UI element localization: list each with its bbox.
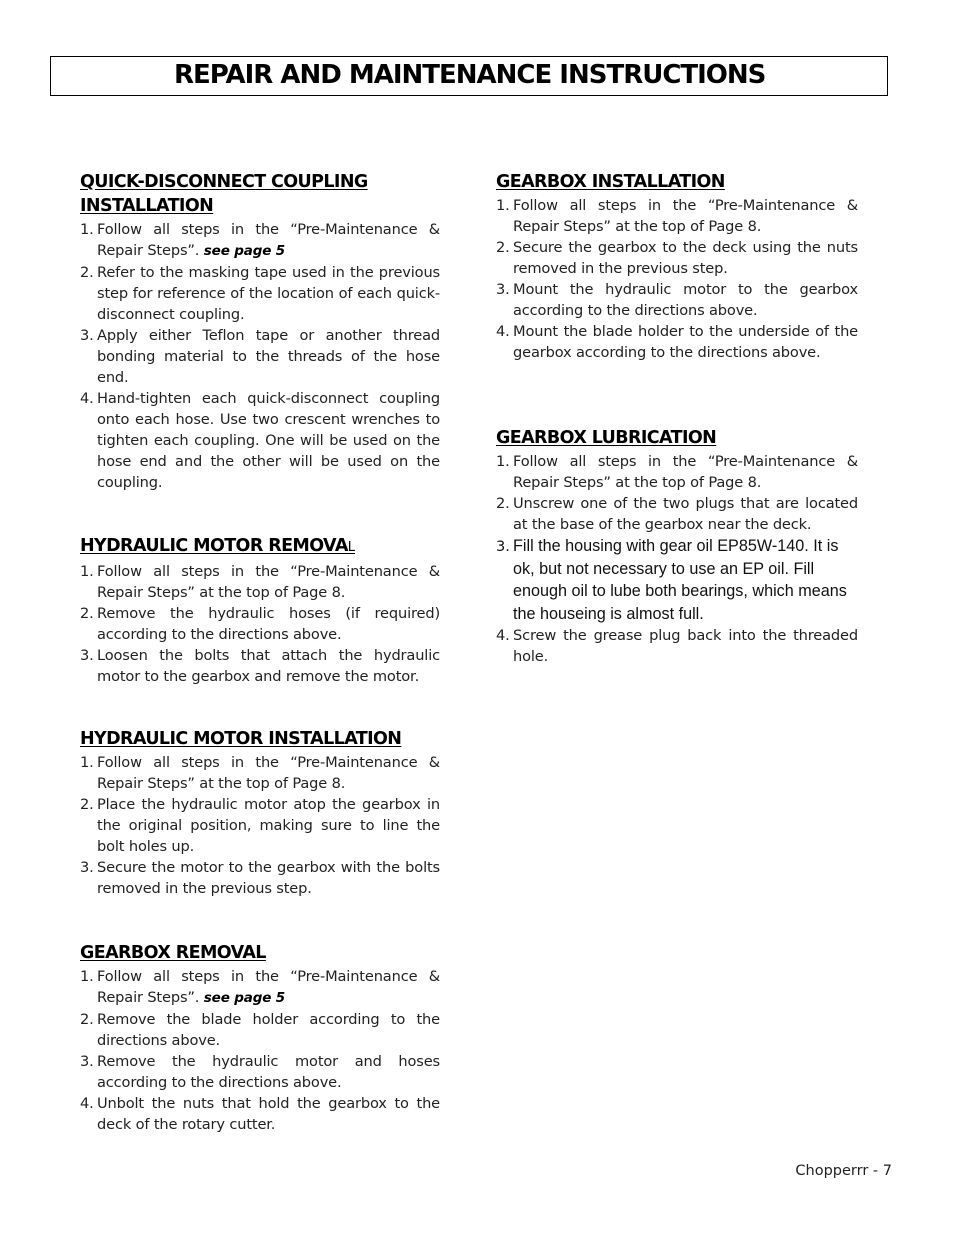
step-text: Follow all steps in the “Pre-Maintenance & Repair Steps” at the top of Page 8. — [97, 754, 440, 792]
page-footer: Chopperrr - 7 — [795, 1163, 892, 1179]
step-number: 4. — [496, 627, 510, 644]
section-heading — [80, 170, 440, 218]
step-text: Loosen the bolts that attach the hydraulic motor to the gearbox and remove the motor. — [97, 647, 440, 685]
step-number: 3. — [80, 1053, 94, 1070]
section-gearbox-lubrication — [496, 426, 858, 667]
steps-list — [80, 561, 440, 687]
step-number: 4. — [496, 323, 510, 340]
title-box — [50, 56, 888, 96]
list-item — [80, 794, 440, 857]
list-item — [496, 195, 858, 237]
step-text: Remove the hydraulic motor and hoses according to the directions above. — [97, 1053, 440, 1091]
section-gearbox-removal — [80, 941, 440, 1135]
step-number: 1. — [80, 968, 94, 985]
step-number: 2. — [496, 495, 510, 512]
list-item — [496, 451, 858, 493]
heading-line-1: QUICK-DISCONNECT COUPLING — [80, 172, 368, 192]
steps-list — [496, 451, 858, 667]
step-text: Place the hydraulic motor atop the gearbox in the original position, making sure to line the bolt holes up. — [97, 796, 440, 855]
section-hydraulic-motor-installation — [80, 727, 440, 899]
step-number: 1. — [496, 197, 510, 214]
step-text: Secure the motor to the gearbox with the bolts removed in the previous step. — [97, 859, 440, 897]
step-number: 3. — [496, 538, 510, 555]
step-number: 3. — [496, 281, 510, 298]
step-text: Follow all steps in the “Pre-Maintenance & Repair Steps”. — [97, 968, 440, 1006]
steps-list — [80, 752, 440, 899]
step-text: Follow all steps in the “Pre-Maintenance & Repair Steps”. — [97, 221, 440, 259]
step-number: 1. — [80, 221, 94, 238]
section-heading: GEARBOX INSTALLATION — [496, 172, 725, 192]
step-number: 2. — [80, 796, 94, 813]
heading-text: HYDRAULIC MOTOR REMOVA — [80, 536, 348, 556]
list-item — [80, 388, 440, 493]
list-item — [80, 219, 440, 262]
page-title: REPAIR AND MAINTENANCE INSTRUCTIONS — [174, 60, 766, 90]
step-number: 4. — [80, 1095, 94, 1112]
section-heading: GEARBOX REMOVAL — [80, 943, 266, 963]
heading-line-2: INSTALLATION — [80, 196, 214, 216]
list-item — [80, 1093, 440, 1135]
list-item — [80, 603, 440, 645]
list-item — [496, 625, 858, 667]
steps-list — [80, 966, 440, 1135]
section-quick-disconnect-installation — [80, 170, 440, 493]
list-item — [496, 493, 858, 535]
step-text: Follow all steps in the “Pre-Maintenance & Repair Steps” at the top of Page 8. — [513, 453, 858, 491]
step-text: Screw the grease plug back into the threaded hole. — [513, 627, 858, 665]
step-number: 2. — [80, 605, 94, 622]
step-number: 4. — [80, 390, 94, 407]
step-text: Hand-tighten each quick-disconnect coupling onto each hose. Use two crescent wrenches to tighten each coupling. One will be used on the hose end and the other will be used on the coupling. — [97, 390, 440, 491]
step-number: 2. — [496, 239, 510, 256]
list-item — [80, 857, 440, 899]
step-number: 1. — [80, 754, 94, 771]
step-text: Apply either Teflon tape or another thread bonding material to the threads of the hose end. — [97, 327, 440, 386]
section-heading — [80, 534, 440, 560]
step-text: Fill the housing with gear oil EP85W-140. It is ok, but not necessary to use an EP oil. Fill enough oil to lube both bearings, which means the houseing is almost full. — [513, 537, 847, 623]
steps-list — [496, 195, 858, 363]
step-text: Unscrew one of the two plugs that are located at the base of the gearbox near the deck. — [513, 495, 858, 533]
list-item — [496, 237, 858, 279]
step-text: Refer to the masking tape used in the previous step for reference of the location of each quick-disconnect coupling. — [97, 264, 440, 323]
step-text: Mount the blade holder to the underside of the gearbox according to the directions above. — [513, 323, 858, 361]
steps-list — [80, 219, 440, 493]
step-number: 3. — [80, 647, 94, 664]
step-text: Secure the gearbox to the deck using the nuts removed in the previous step. — [513, 239, 858, 277]
list-item — [80, 325, 440, 388]
section-hydraulic-motor-removal — [80, 534, 440, 687]
list-item — [496, 535, 858, 625]
step-text: Unbolt the nuts that hold the gearbox to the deck of the rotary cutter. — [97, 1095, 440, 1133]
list-item — [80, 561, 440, 603]
step-number: 3. — [80, 859, 94, 876]
step-number: 1. — [80, 563, 94, 580]
page-reference: see page 5 — [203, 243, 286, 259]
step-text: Remove the blade holder according to the directions above. — [97, 1011, 440, 1049]
step-number: 2. — [80, 264, 94, 281]
step-number: 1. — [496, 453, 510, 470]
list-item — [80, 1051, 440, 1093]
step-text: Follow all steps in the “Pre-Maintenance & Repair Steps” at the top of Page 8. — [513, 197, 858, 235]
step-number: 2. — [80, 1011, 94, 1028]
list-item — [80, 645, 440, 687]
list-item — [496, 279, 858, 321]
heading-tail: L — [347, 540, 356, 555]
list-item — [80, 262, 440, 325]
list-item — [80, 1009, 440, 1051]
page-reference: see page 5 — [203, 990, 286, 1006]
section-heading: GEARBOX LUBRICATION — [496, 428, 717, 448]
list-item — [80, 966, 440, 1009]
section-heading: HYDRAULIC MOTOR INSTALLATION — [80, 729, 402, 749]
step-text: Follow all steps in the “Pre-Maintenance & Repair Steps” at the top of Page 8. — [97, 563, 440, 601]
list-item — [80, 752, 440, 794]
step-text: Mount the hydraulic motor to the gearbox according to the directions above. — [513, 281, 858, 319]
section-gearbox-installation — [496, 170, 858, 363]
step-number: 3. — [80, 327, 94, 344]
step-text: Remove the hydraulic hoses (if required) according to the directions above. — [97, 605, 440, 643]
list-item — [496, 321, 858, 363]
